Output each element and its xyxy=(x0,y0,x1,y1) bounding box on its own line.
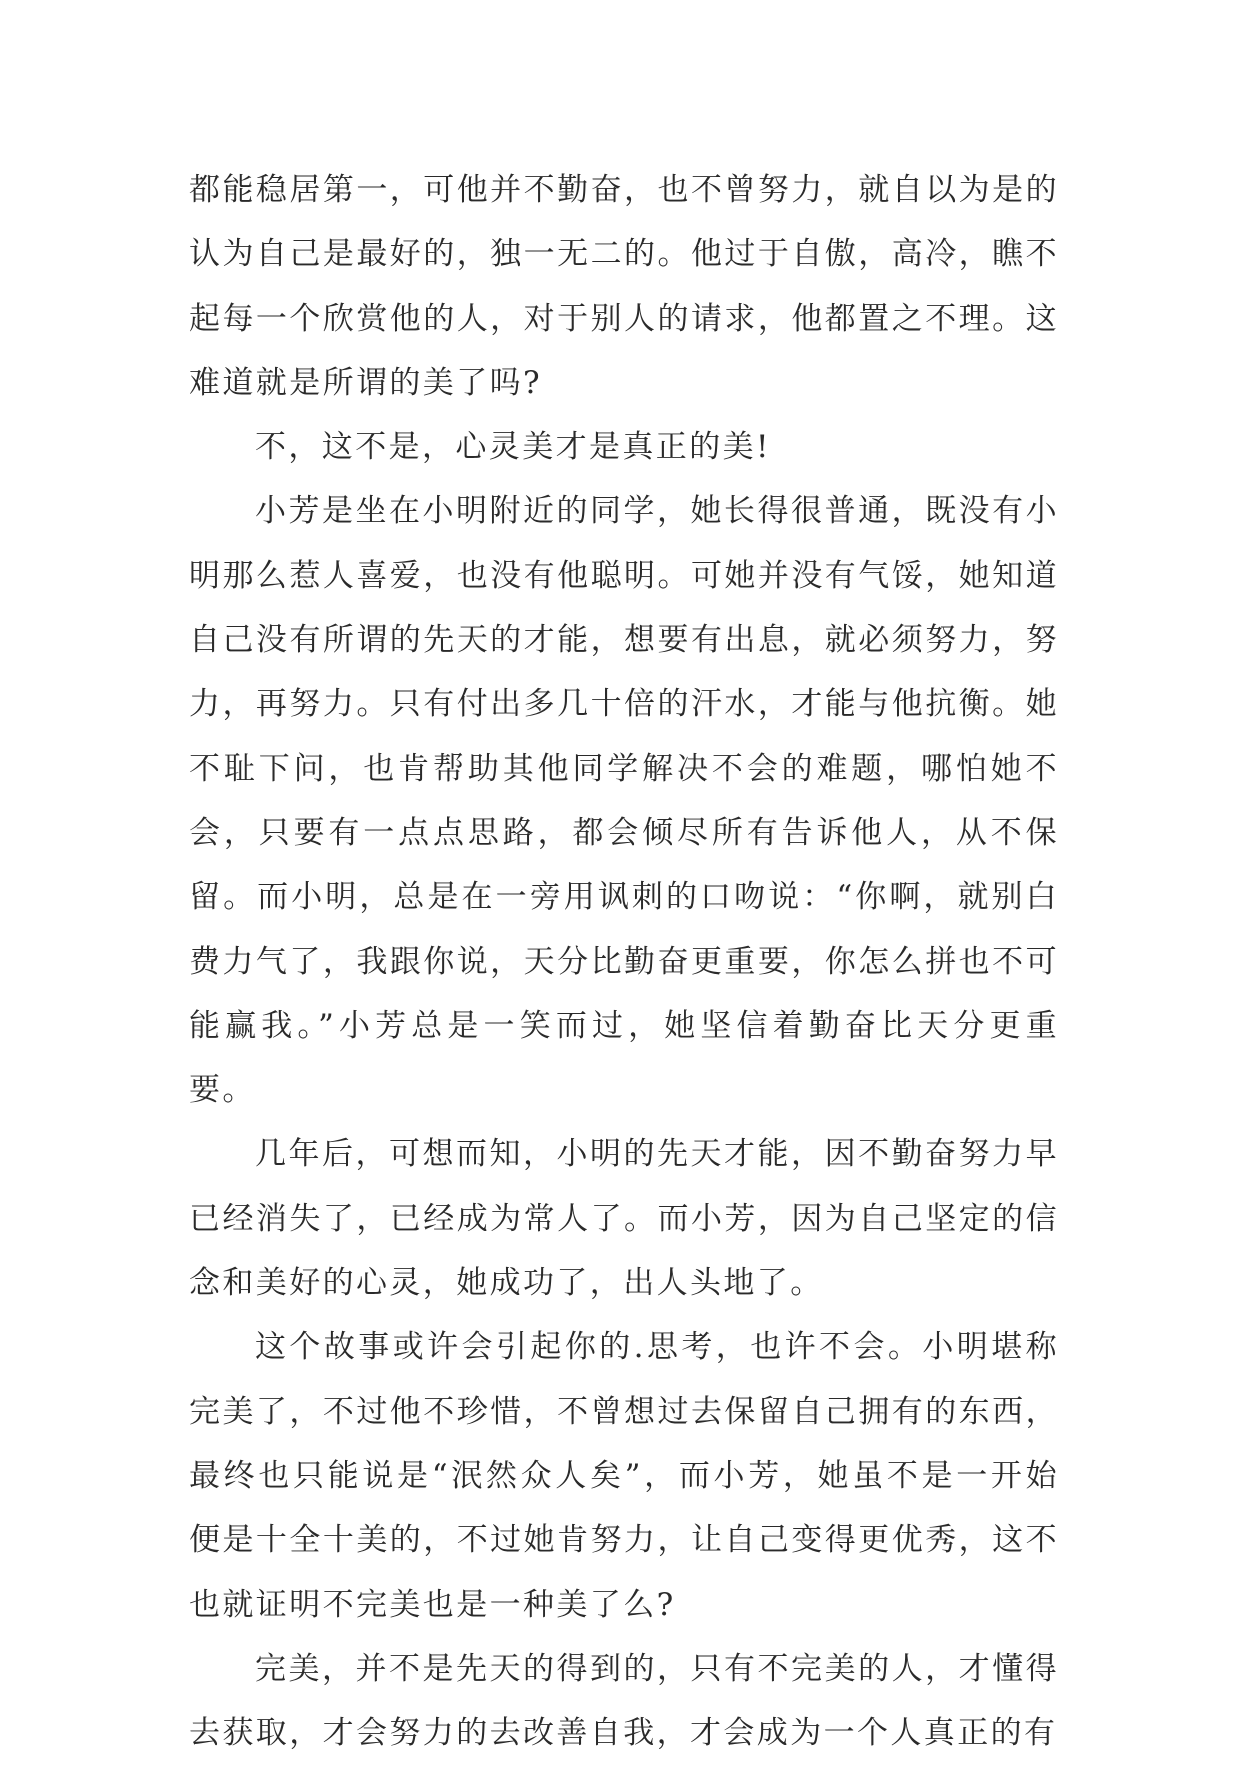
paragraph-2: 不，这不是，心灵美才是真正的美! xyxy=(255,429,771,466)
paragraph-1: 都能稳居第一，可他并不勤奋，也不曾努力，就自以为是的认为自己是最好的，独一无二的。他过于自傲，高冷，瞧不起每一个欣赏他的人，对于别人的请求，他都置之不理。这难道就是所谓的美了吗? xyxy=(189,172,1059,401)
document-body xyxy=(189,158,1059,1765)
paragraph-6: 完美，并不是先天的得到的，只有不完美的人，才懂得去获取，才会努力的去改善自我，才会成为一个人真正的有 xyxy=(189,1650,1059,1752)
paragraph-3: 小芳是坐在小明附近的同学，她长得很普通，既没有小明那么惹人喜爱，也没有他聪明。可她并没有气馁，她知道自己没有所谓的先天的才能，想要有出息，就必须努力，努力，再努力。只有付出多几十倍的汗水，才能与他抗衡。她不耻下问，也肯帮助其他同学解决不会的难题，哪怕她不会，只要有一点点思路，都会倾尽所有告诉他人，从不保留。而小明，总是在一旁用讽刺的口吻说：“你啊，就别白费力气了，我跟你说，天分比勤奋更重要，你怎么拼也不可能赢我。”小芳总是一笑而过，她坚信着勤奋比天分更重要。 xyxy=(189,493,1059,1109)
paragraph-5: 这个故事或许会引起你的.思考，也许不会。小明堪称完美了，不过他不珍惜，不曾想过去保留自己拥有的东西，最终也只能说是“泯然众人矣”，而小芳，她虽不是一开始便是十全十美的，不过她肯努力，让自己变得更优秀，这不也就证明不完美也是一种美了么? xyxy=(189,1329,1059,1623)
paragraph-4: 几年后，可想而知，小明的先天才能，因不勤奋努力早已经消失了，已经成为常人了。而小芳，因为自己坚定的信念和美好的心灵，她成功了，出人头地了。 xyxy=(189,1136,1059,1302)
